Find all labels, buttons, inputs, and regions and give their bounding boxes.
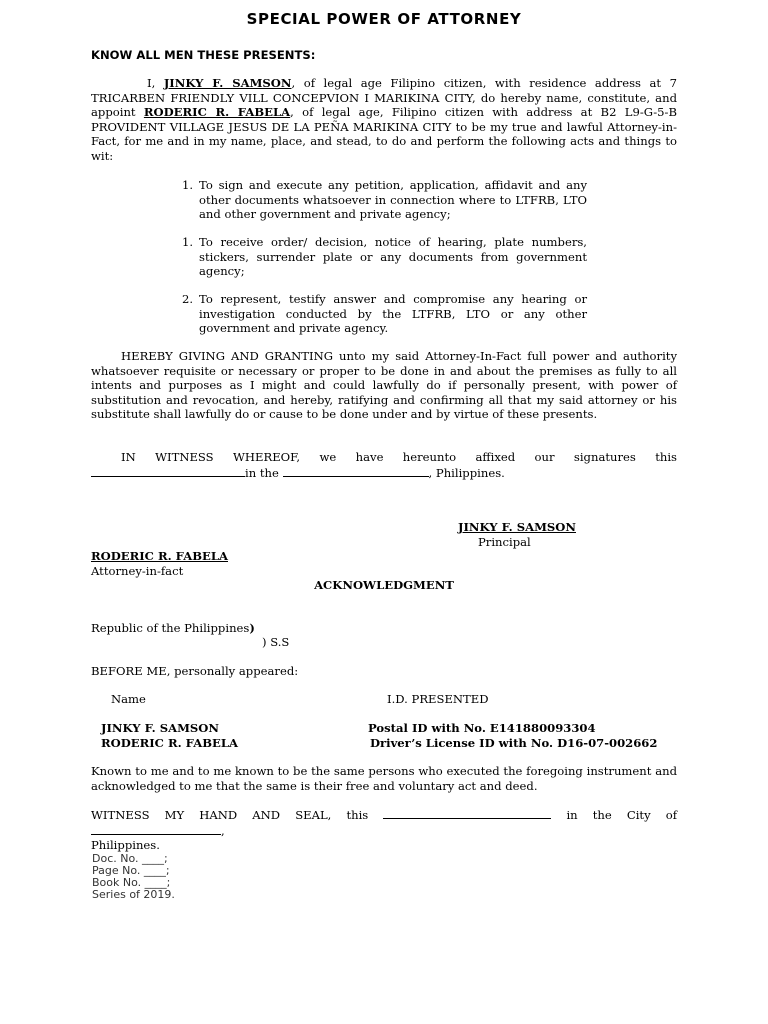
principal-name-inline: JINKY F. SAMSON [163,76,292,90]
list-item [182,178,587,222]
venue-bracket: ) [249,621,255,635]
book-no: Book No. ____; [92,876,171,889]
attorney-role: Attorney-in-fact [91,564,184,578]
document-title: SPECIAL POWER OF ATTORNEY [246,10,522,28]
witness-mid: in the [245,465,283,480]
intro-pre: I, [147,76,164,90]
table-row-id: Postal ID with No. E141880093304 [368,721,596,735]
attorney-signature-name: RODERIC R. FABELA [91,549,228,563]
venue-republic [91,621,255,636]
doc-no: Doc. No. ____; [92,852,168,865]
list-item-text: To sign and execute any petition, application, affidavit and any other documents whatsoever in connection where to LTFRB, LTO and other government and private agency; [199,178,587,221]
witness-pre: IN WITNESS WHEREOF, we have hereunto affixed our signatures this [121,450,677,464]
witness-hand-pre: WITNESS MY HAND AND SEAL, this [91,808,384,822]
list-item-number: 1. [182,235,194,249]
principal-role: Principal [478,535,531,549]
list-item-text: To represent, testify answer and compromise any hearing or investigation conducted by the LTFRB, LTO or any other government and private agency. [199,292,587,335]
list-item-number: 1. [182,178,194,192]
known-paragraph: Known to me and to me known to be the same persons who executed the foregoing instrument and acknowledged to me that the same is their free and voluntary act and deed. [91,764,677,793]
witness-hand-paragraph [91,807,677,853]
before-me-text: BEFORE ME, personally appeared: [91,664,299,678]
place-blank[interactable] [283,465,429,477]
table-row-id: Driver’s License ID with No. D16-07-002662 [370,736,658,750]
witness-post: , Philippines. [428,465,505,480]
intro-paragraph [91,76,677,163]
list-item-number: 2. [182,292,194,306]
intro-post: , of legal age, Filipino citizen with address at B2 L9-G-5-B PROVIDENT VILLAGE JESUS DE LA PEÑA MARIKINA CITY to be my true and lawful Attorney-in-Fact, for me and in my name, place, and stead, to do and perform the following acts and things to wit: [91,105,677,163]
table-row-name: JINKY F. SAMSON [101,721,219,735]
republic-text: Republic of the Philippines [91,621,250,635]
granting-paragraph: HEREBY GIVING AND GRANTING unto my said Attorney-In-Fact full power and authority whatsoever requisite or necessary or proper to be done in and about the premises as fully to all intents and purposes as I might and could lawfully do if personally present, with power of substitution and revocation, and hereby, ratifying and confirming all that my said attorney or his substitute shall lawfully do or cause to be done under and by virtue of these presents. [91,349,677,421]
witness-hand-end: Philippines. [91,838,160,852]
table-row-name: RODERIC R. FABELA [101,736,238,750]
page-no: Page No. ____; [92,864,170,877]
intro-mid: , of legal age Filipino citizen, with residence address at 7 TRICARBEN FRIENDLY VILL CONCEPVION I MARIKINA CITY, do hereby name, constitute, and appoint [91,76,678,119]
series: Series of 2019. [92,888,175,901]
witness-hand-mid: in the City of [551,808,677,822]
principal-signature-name: JINKY F. SAMSON [458,520,576,534]
notarial-register [92,853,175,901]
date-blank[interactable] [383,807,551,819]
witness-hand-post: , [221,823,225,838]
city-blank[interactable] [91,823,221,835]
list-item [182,235,587,279]
date-blank[interactable] [91,465,245,477]
know-all-heading: KNOW ALL MEN THESE PRESENTS: [91,48,316,62]
witness-paragraph [91,450,677,480]
column-header-name: Name [111,692,146,706]
list-item-text: To receive order/ decision, notice of hearing, plate numbers, stickers, surrender plate or any documents from government agency; [199,235,587,278]
acknowledgment-heading: ACKNOWLEDGMENT [314,578,454,592]
attorney-name-inline: RODERIC R. FABELA [143,105,291,119]
column-header-id: I.D. PRESENTED [387,692,489,706]
list-item [182,292,587,336]
venue-ss: ) S.S [262,635,290,649]
